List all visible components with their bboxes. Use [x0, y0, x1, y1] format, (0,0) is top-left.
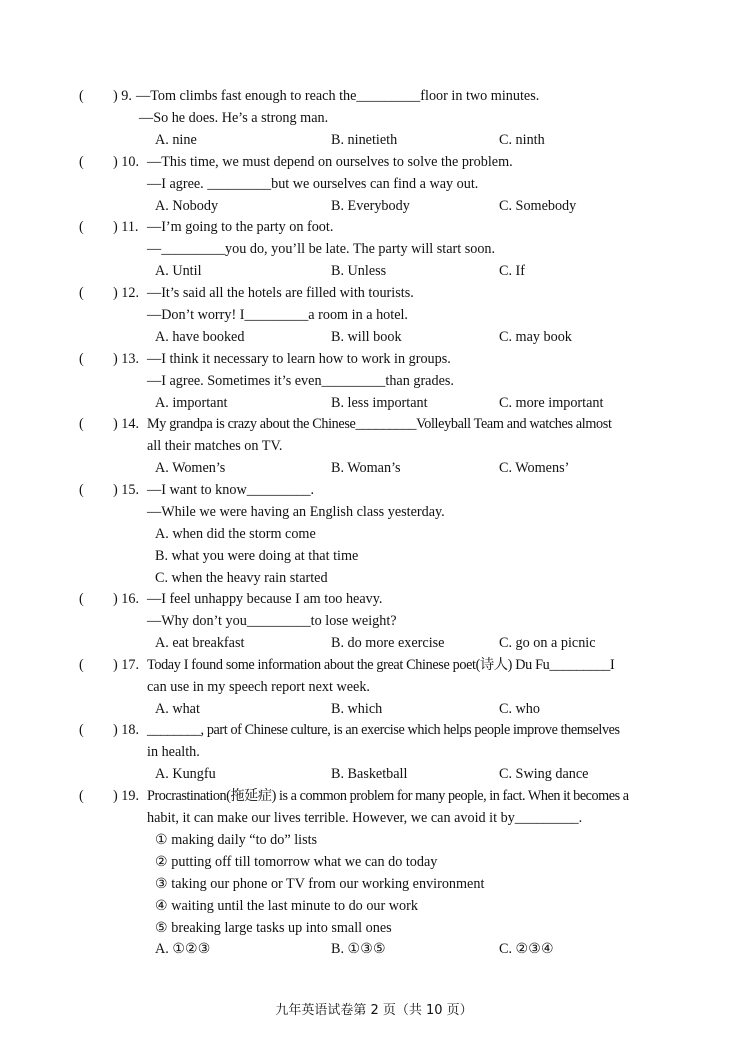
answer-paren-open: ( — [79, 88, 84, 104]
question-15-line-1 — [0, 479, 748, 501]
answer-paren-open: ( — [79, 351, 84, 367]
question-19-options — [0, 938, 748, 960]
question-13-line-2 — [0, 370, 748, 392]
list-item: ④ waiting until the last minute to do our work — [155, 898, 418, 914]
option-b: B. Woman’s — [331, 460, 401, 476]
option-a: A. Until — [155, 263, 202, 279]
question-stem: —Don’t worry! I_________a room in a hotel. — [147, 307, 408, 323]
question-stem: —I think it necessary to learn how to work in groups. — [147, 351, 451, 367]
question-15-option-a — [0, 523, 748, 545]
question-11-line-2 — [0, 238, 748, 260]
option-c: C. who — [499, 701, 540, 717]
question-stem: —I want to know_________. — [147, 482, 315, 498]
option-c: C. Somebody — [499, 198, 577, 214]
question-stem: —So he does. He’s a strong man. — [139, 110, 329, 126]
question-number: ) 19. — [113, 788, 140, 804]
question-11-line-1 — [0, 216, 748, 238]
question-19-line-2 — [0, 807, 748, 829]
answer-paren-open: ( — [79, 482, 84, 498]
answer-paren-open: ( — [79, 788, 84, 804]
option-b: B. less important — [331, 395, 428, 411]
question-18-options — [0, 763, 748, 785]
question-number: ) 17. — [113, 657, 140, 673]
option-a: A. what — [155, 701, 200, 717]
question-17-line-1 — [0, 654, 748, 676]
list-item: ③ taking our phone or TV from our working environment — [155, 876, 485, 892]
question-19-choice-4 — [0, 895, 748, 917]
question-14-line-2 — [0, 435, 748, 457]
question-9-line-1 — [0, 85, 748, 107]
page-footer: 九年英语试卷第 2 页（共 10 页） — [275, 1003, 473, 1018]
question-11-options — [0, 260, 748, 282]
question-stem: —Why don’t you_________to lose weight? — [147, 613, 397, 629]
option-a: A. Nobody — [155, 198, 219, 214]
option-a: A. when did the storm come — [155, 526, 316, 542]
question-12-options — [0, 326, 748, 348]
question-15-option-c — [0, 567, 748, 589]
question-9-line-2 — [0, 107, 748, 129]
question-14-line-1 — [0, 413, 748, 435]
answer-paren-open: ( — [79, 285, 84, 301]
option-c: C. may book — [499, 329, 572, 345]
question-stem: —While we were having an English class yesterday. — [147, 504, 445, 520]
question-stem: Procrastination(拖延症) is a common problem for many people, in fact. When it becomes a — [147, 788, 629, 804]
question-19-choice-2 — [0, 851, 748, 873]
option-b: B. what you were doing at that time — [155, 548, 359, 564]
list-item: ⑤ breaking large tasks up into small ones — [155, 920, 392, 936]
option-b: B. which — [331, 701, 383, 717]
question-number: ) 10. — [113, 154, 140, 170]
question-stem: Today I found some information about the great Chinese poet(诗人) Du Fu_________I — [147, 657, 615, 673]
option-c: C. If — [499, 263, 526, 279]
question-number: ) 11. — [113, 219, 139, 235]
answer-paren-open: ( — [79, 722, 84, 738]
question-stem: —_________you do, you’ll be late. The party will start soon. — [147, 241, 496, 257]
answer-paren-open: ( — [79, 591, 84, 607]
question-number: ) 16. — [113, 591, 140, 607]
question-17-options — [0, 698, 748, 720]
question-stem: can use in my speech report next week. — [147, 679, 370, 695]
option-a: A. Women’s — [155, 460, 226, 476]
question-19-choice-3 — [0, 873, 748, 895]
question-10-options — [0, 195, 748, 217]
question-10-line-2 — [0, 173, 748, 195]
option-b: B. Unless — [331, 263, 387, 279]
question-number: ) 15. — [113, 482, 140, 498]
answer-paren-open: ( — [79, 416, 84, 432]
question-16-line-1 — [0, 588, 748, 610]
question-10-line-1 — [0, 151, 748, 173]
question-stem: —I’m going to the party on foot. — [147, 219, 334, 235]
question-19-choice-1 — [0, 829, 748, 851]
question-number: ) 18. — [113, 722, 140, 738]
option-b: B. will book — [331, 329, 402, 345]
option-a: A. important — [155, 395, 228, 411]
answer-paren-open: ( — [79, 657, 84, 673]
question-number: ) 12. — [113, 285, 140, 301]
question-13-options — [0, 392, 748, 414]
question-stem: —I agree. Sometimes it’s even_________than grades. — [147, 373, 454, 389]
option-b: B. Everybody — [331, 198, 410, 214]
question-12-line-2 — [0, 304, 748, 326]
question-16-line-2 — [0, 610, 748, 632]
option-a: A. eat breakfast — [155, 635, 245, 651]
option-c: C. go on a picnic — [499, 635, 596, 651]
option-c: C. more important — [499, 395, 604, 411]
question-stem: habit, it can make our lives terrible. However, we can avoid it by_________. — [147, 810, 583, 826]
option-b: B. Basketball — [331, 766, 408, 782]
question-12-line-1 — [0, 282, 748, 304]
question-stem: My grandpa is crazy about the Chinese_________Volleyball Team and watches almost — [147, 416, 612, 432]
question-stem: all their matches on TV. — [147, 438, 283, 454]
question-13-line-1 — [0, 348, 748, 370]
answer-paren-open: ( — [79, 219, 84, 235]
list-item: ② putting off till tomorrow what we can do today — [155, 854, 438, 870]
answer-paren-open: ( — [79, 154, 84, 170]
question-number: ) 13. — [113, 351, 140, 367]
question-19-choice-5 — [0, 917, 748, 939]
option-c: C. ninth — [499, 132, 545, 148]
question-stem: —Tom climbs fast enough to reach the_________floor in two minutes. — [136, 88, 540, 104]
question-stem: in health. — [147, 744, 200, 760]
option-a: A. nine — [155, 132, 197, 148]
option-c: C. when the heavy rain started — [155, 570, 328, 586]
question-18-line-1 — [0, 719, 748, 741]
question-19-line-1 — [0, 785, 748, 807]
option-a: A. Kungfu — [155, 766, 216, 782]
option-c: C. ②③④ — [499, 941, 554, 957]
question-15-line-2 — [0, 501, 748, 523]
question-number: ) 14. — [113, 416, 140, 432]
question-17-line-2 — [0, 676, 748, 698]
question-16-options — [0, 632, 748, 654]
option-c: C. Swing dance — [499, 766, 589, 782]
option-c: C. Womens’ — [499, 460, 570, 476]
option-b: B. ninetieth — [331, 132, 398, 148]
option-b: B. do more exercise — [331, 635, 445, 651]
question-number: ) 9. — [113, 88, 132, 104]
question-9-options — [0, 129, 748, 151]
option-a: A. have booked — [155, 329, 245, 345]
question-stem: —It’s said all the hotels are filled with tourists. — [147, 285, 414, 301]
question-stem: —I agree. _________but we ourselves can find a way out. — [147, 176, 479, 192]
question-stem: —I feel unhappy because I am too heavy. — [147, 591, 383, 607]
question-stem: ________, part of Chinese culture, is an exercise which helps people improve themselves — [147, 722, 620, 738]
list-item: ① making daily “to do” lists — [155, 832, 318, 848]
question-15-option-b — [0, 545, 748, 567]
question-14-options — [0, 457, 748, 479]
question-stem: —This time, we must depend on ourselves to solve the problem. — [147, 154, 513, 170]
option-a: A. ①②③ — [155, 941, 211, 957]
option-b: B. ①③⑤ — [331, 941, 386, 957]
question-18-line-2 — [0, 741, 748, 763]
